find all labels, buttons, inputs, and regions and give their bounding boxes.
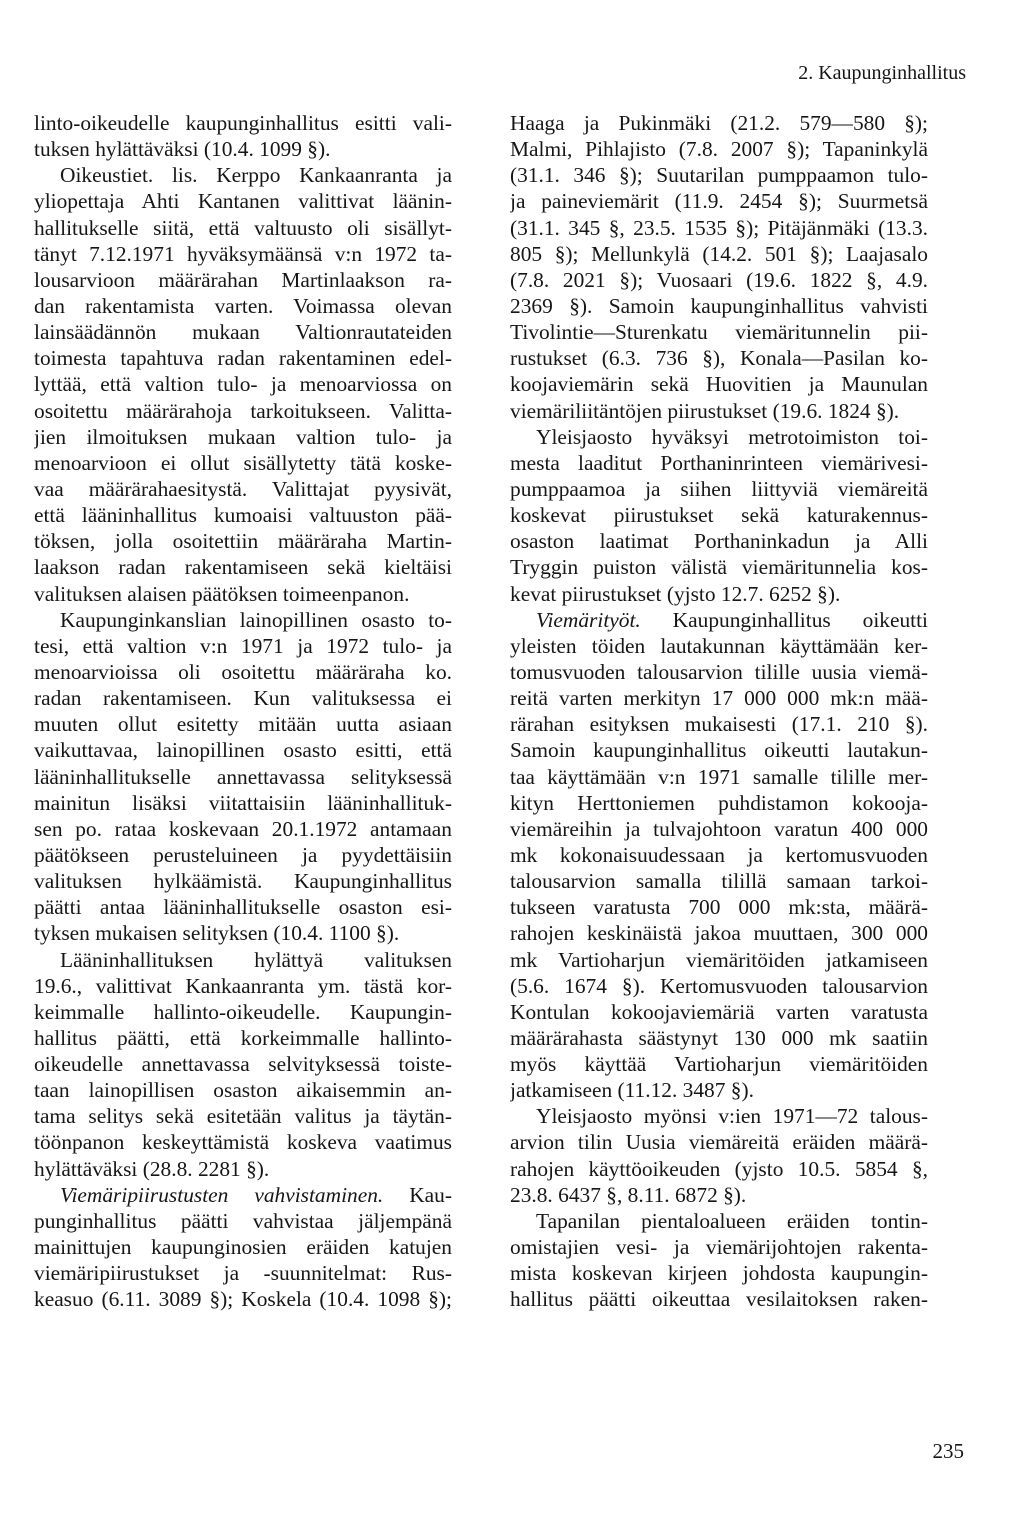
text-run: hylättäväksi (28.8. 2281 §). bbox=[34, 1156, 270, 1181]
text-run: 23.8. 6437 §, 8.11. 6872 §). bbox=[510, 1182, 747, 1207]
text-line bbox=[34, 737, 452, 763]
text-line bbox=[34, 162, 452, 188]
text-run: 805 §); Mellunkylä (14.2. 501 §); Laajasalo bbox=[510, 241, 928, 266]
text-run: mk Vartioharjun viemäritöiden jatkamiseen bbox=[510, 947, 928, 972]
text-line bbox=[34, 685, 452, 711]
text-line bbox=[34, 215, 452, 241]
text-line bbox=[34, 973, 452, 999]
text-run: tukseen varatusta 700 000 mk:sta, määrä- bbox=[510, 895, 928, 920]
text-line bbox=[510, 162, 928, 188]
text-line bbox=[34, 1182, 452, 1208]
text-line bbox=[34, 999, 452, 1025]
text-run: Haaga ja Pukinmäki (21.2. 579—580 §); bbox=[510, 111, 928, 135]
text-run: rustukset (6.3. 736 §), Konala—Pasilan ko- bbox=[510, 346, 928, 371]
text-line bbox=[510, 1103, 928, 1129]
text-run: määrärahasta säästynyt 130 000 mk saatiin bbox=[510, 1025, 928, 1050]
text-run: oikeudelle annettavassa selvityksessä toiste- bbox=[34, 1052, 452, 1077]
text-run: valituksen alaisen päätöksen toimeenpanon. bbox=[34, 581, 410, 606]
text-line bbox=[34, 607, 452, 633]
italic-heading: Viemärityöt. bbox=[536, 607, 641, 632]
text-run: arvion tilin Uusia viemäreitä eräiden määrä- bbox=[510, 1130, 928, 1155]
text-line bbox=[34, 293, 452, 319]
text-line bbox=[34, 1051, 452, 1077]
text-line bbox=[510, 1182, 928, 1208]
text-line bbox=[510, 554, 928, 580]
text-run: Lääninhallituksen hylättyä valituksen bbox=[60, 947, 452, 972]
text-run: että lääninhallitus kumoaisi valtuuston pää- bbox=[34, 503, 452, 528]
text-run: laakson radan rakentamiseen sekä kieltäisi bbox=[34, 555, 452, 580]
text-run: hallitus päätti oikeuttaa vesilaitoksen raken- bbox=[510, 1287, 928, 1312]
text-run: hallitus päätti, että korkeimmalle hallinto- bbox=[34, 1025, 452, 1050]
text-run: 19.6., valittivat Kankaanranta ym. tästä kor- bbox=[34, 973, 452, 998]
text-line bbox=[510, 1260, 928, 1286]
text-line bbox=[510, 528, 928, 554]
text-run: lyttää, että valtion tulo- ja menoarviossa on bbox=[34, 372, 452, 397]
text-run: tesi, että valtion v:n 1971 ja 1972 tulo- ja bbox=[34, 633, 452, 658]
text-line bbox=[34, 476, 452, 502]
text-line bbox=[34, 1025, 452, 1051]
text-line bbox=[34, 1077, 452, 1103]
text-line bbox=[510, 215, 928, 241]
text-line bbox=[34, 1260, 452, 1286]
text-run: töksen, jolla osoitettiin määräraha Martin- bbox=[34, 529, 452, 554]
text-line bbox=[510, 947, 928, 973]
text-run: Kontulan kokoojaviemäriä varten varatusta bbox=[510, 999, 928, 1024]
text-run: mainitun lisäksi viitattaisiin lääninhallituk- bbox=[34, 790, 452, 815]
text-line bbox=[34, 398, 452, 424]
text-run: Yleisjaosto myönsi v:ien 1971—72 talous- bbox=[536, 1104, 928, 1129]
text-run: pumppaamoa ja siihen liittyviä viemäreitä bbox=[510, 476, 928, 501]
text-line bbox=[34, 868, 452, 894]
text-run: hallitukselle siitä, että valtuusto oli sisällyt- bbox=[34, 215, 452, 240]
text-run: toimesta tapahtuva radan rakentaminen edel- bbox=[34, 346, 452, 371]
text-line bbox=[34, 424, 452, 450]
page-number: 235 bbox=[932, 1439, 964, 1463]
text-line bbox=[510, 267, 928, 293]
text-run: Kaupunginhallitus oikeutti bbox=[640, 607, 928, 632]
text-run: mainittujen kaupunginosien eräiden katujen bbox=[34, 1235, 452, 1260]
text-run: jien ilmoituksen mukaan valtion tulo- ja bbox=[34, 424, 452, 449]
text-line bbox=[510, 790, 928, 816]
text-line bbox=[34, 110, 452, 136]
text-line bbox=[510, 842, 928, 868]
text-run: mk kokonaisuudessaan ja kertomusvuoden bbox=[510, 842, 928, 867]
text-run: Yleisjaosto hyväksyi metrotoimiston toi- bbox=[536, 424, 928, 449]
text-line bbox=[34, 554, 452, 580]
text-run: jatkamiseen (11.12. 3487 §). bbox=[510, 1078, 754, 1103]
text-run: menoarvioon ei ollut sisällytetty tätä koske- bbox=[34, 450, 452, 475]
left-text-column bbox=[34, 110, 452, 1312]
text-run: muuten ollut esitetty mitään uutta asiaan bbox=[34, 712, 452, 737]
text-run: töönpanon keskeyttämistä koskeva vaatimus bbox=[34, 1130, 452, 1155]
text-line bbox=[510, 398, 928, 424]
text-line bbox=[510, 136, 928, 162]
text-line bbox=[510, 345, 928, 371]
text-run: punginhallitus päätti vahvistaa jäljempänä bbox=[34, 1208, 452, 1233]
text-run: linto-oikeudelle kaupunginhallitus esitti vali- bbox=[34, 111, 452, 135]
text-run: päätti antaa lääninhallitukselle osaston esi- bbox=[34, 895, 452, 920]
text-line bbox=[34, 371, 452, 397]
text-run: Samoin kaupunginhallitus oikeutti lautakun- bbox=[510, 738, 928, 763]
text-line bbox=[34, 1286, 452, 1312]
text-line bbox=[34, 267, 452, 293]
text-line bbox=[34, 241, 452, 267]
text-run: taa käyttämään v:n 1971 samalle tilille mer- bbox=[510, 764, 928, 789]
text-run: lääninhallitukselle annettavassa selityksessä bbox=[34, 764, 452, 789]
text-run: tama selitys sekä esitetään valitus ja täytän- bbox=[34, 1104, 452, 1129]
text-run: sen po. rataa koskevaan 20.1.1972 antamaan bbox=[34, 816, 452, 841]
text-run: (31.1. 345 §, 23.5. 1535 §); Pitäjänmäki (13.3. bbox=[510, 215, 928, 240]
text-run: vaikuttavaa, lainopillinen osasto esitti, että bbox=[34, 738, 452, 763]
text-run: menoarvioissa oli osoitettu määräraha ko. bbox=[34, 659, 452, 684]
text-line bbox=[34, 633, 452, 659]
text-run: kevat piirustukset (yjsto 12.7. 6252 §). bbox=[510, 581, 841, 606]
text-run: vaa määrärahaesitystä. Valittajat pyysivät, bbox=[34, 476, 452, 501]
text-line bbox=[34, 842, 452, 868]
text-line bbox=[34, 136, 452, 162]
text-run: omistajien vesi- ja viemärijohtojen rakenta- bbox=[510, 1235, 928, 1260]
text-run: viemäreihin ja tulvajohtoon varatun 400 000 bbox=[510, 816, 928, 841]
text-line bbox=[510, 1156, 928, 1182]
text-run: 2369 §). Samoin kaupunginhallitus vahvisti bbox=[510, 293, 928, 318]
text-run: yliopettaja Ahti Kantanen valittivat läänin- bbox=[34, 189, 452, 214]
text-line bbox=[34, 1129, 452, 1155]
text-run: osaston laatimat Porthaninkadun ja Alli bbox=[510, 529, 928, 554]
text-line bbox=[510, 868, 928, 894]
text-line bbox=[510, 1077, 928, 1103]
text-line bbox=[34, 502, 452, 528]
text-line bbox=[34, 659, 452, 685]
text-line bbox=[34, 581, 452, 607]
text-run: mista koskevan kirjeen johdosta kaupungin- bbox=[510, 1261, 928, 1286]
running-header: 2. Kaupunginhallitus bbox=[798, 62, 966, 84]
right-text-column bbox=[510, 110, 928, 1312]
text-run: taan lainopillisen osaston aikaisemmin an- bbox=[34, 1078, 452, 1103]
text-run: Tryggin puiston välistä viemäritunnelia kos- bbox=[510, 555, 928, 580]
text-line bbox=[510, 1286, 928, 1312]
text-run: yleisten töiden lautakunnan käyttämään ker- bbox=[510, 633, 928, 658]
text-line bbox=[34, 1156, 452, 1182]
text-line bbox=[34, 947, 452, 973]
text-line bbox=[510, 607, 928, 633]
text-line bbox=[510, 371, 928, 397]
text-line bbox=[510, 816, 928, 842]
text-run: rahojen keskinäistä jakoa muuttaen, 300 000 bbox=[510, 921, 928, 946]
text-line bbox=[510, 999, 928, 1025]
text-run: Tapanilan pientaloalueen eräiden tontin- bbox=[536, 1208, 928, 1233]
text-line bbox=[34, 345, 452, 371]
text-run: (5.6. 1674 §). Kertomusvuoden talousarvion bbox=[510, 973, 928, 998]
text-line bbox=[510, 685, 928, 711]
text-run: Kau- bbox=[383, 1182, 452, 1207]
text-run: Malmi, Pihlajisto (7.8. 2007 §); Tapaninkylä bbox=[510, 137, 928, 162]
text-line bbox=[510, 424, 928, 450]
text-line bbox=[510, 1234, 928, 1260]
text-line bbox=[510, 110, 928, 136]
text-line bbox=[510, 711, 928, 737]
text-run: koojaviemärin sekä Huovitien ja Maunulan bbox=[510, 372, 928, 397]
text-run: ja paineviemärit (11.9. 2454 §); Suurmetsä bbox=[510, 189, 928, 214]
text-run: koskevat piirustukset sekä katurakennus- bbox=[510, 503, 928, 528]
text-line bbox=[510, 1051, 928, 1077]
text-run: Tivolintie—Sturenkatu viemäritunnelin pii- bbox=[510, 320, 928, 345]
text-run: päätökseen perusteluineen ja pyydettäisiin bbox=[34, 842, 452, 867]
text-line bbox=[510, 973, 928, 999]
text-run: tyksen mukaisen selityksen (10.4. 1100 §). bbox=[34, 921, 400, 946]
text-run: tuksen hylättäväksi (10.4. 1099 §). bbox=[34, 137, 331, 162]
text-line bbox=[510, 502, 928, 528]
text-line bbox=[510, 1025, 928, 1051]
text-line bbox=[510, 241, 928, 267]
text-line bbox=[510, 920, 928, 946]
text-line bbox=[510, 1208, 928, 1234]
text-line bbox=[510, 188, 928, 214]
text-line bbox=[34, 920, 452, 946]
text-line bbox=[34, 450, 452, 476]
text-line bbox=[34, 319, 452, 345]
text-line bbox=[510, 737, 928, 763]
text-run: viemäriliitäntöjen piirustukset (19.6. 1824 §). bbox=[510, 398, 900, 423]
text-run: (31.1. 346 §); Suutarilan pumppaamon tulo- bbox=[510, 163, 928, 188]
text-run: rärahan esityksen mukaisesti (17.1. 210 §). bbox=[510, 712, 928, 737]
text-run: Kaupunginkanslian lainopillinen osasto to- bbox=[60, 607, 452, 632]
text-run: osoitettu määrärahoja tarkoitukseen. Valitta- bbox=[34, 398, 452, 423]
text-line bbox=[34, 894, 452, 920]
text-run: reitä varten merkityn 17 000 000 mk:n mää- bbox=[510, 686, 928, 711]
italic-heading: Viemäripiirustusten vahvistaminen. bbox=[60, 1182, 384, 1207]
text-run: mesta laaditut Porthaninrinteen viemärivesi- bbox=[510, 450, 928, 475]
text-line bbox=[34, 790, 452, 816]
text-line bbox=[510, 633, 928, 659]
text-run: kityn Herttoniemen puhdistamon kokooja- bbox=[510, 790, 928, 815]
text-run: viemäripiirustukset ja -suunnitelmat: Rus- bbox=[34, 1261, 452, 1286]
text-line bbox=[34, 188, 452, 214]
text-run: tomusvuoden talousarvion tilille uusia viemä- bbox=[510, 659, 928, 684]
text-run: myös käyttää Vartioharjun viemäritöiden bbox=[510, 1052, 928, 1077]
text-line bbox=[510, 764, 928, 790]
text-run: radan rakentamiseen. Kun valituksessa ei bbox=[34, 686, 452, 711]
text-line bbox=[34, 1208, 452, 1234]
text-line bbox=[34, 711, 452, 737]
text-line bbox=[34, 764, 452, 790]
text-line bbox=[510, 319, 928, 345]
text-line bbox=[34, 1103, 452, 1129]
text-line bbox=[34, 528, 452, 554]
text-run: talousarvion samalla tilillä samaan tarkoi- bbox=[510, 869, 928, 894]
text-line bbox=[34, 1234, 452, 1260]
text-run: (7.8. 2021 §); Vuosaari (19.6. 1822 §, 4.9. bbox=[510, 267, 928, 292]
text-line bbox=[510, 659, 928, 685]
text-run: tänyt 7.12.1971 hyväksymäänsä v:n 1972 ta- bbox=[34, 241, 452, 266]
text-line bbox=[510, 450, 928, 476]
text-run: valituksen hylkäämistä. Kaupunginhallitus bbox=[34, 869, 452, 894]
text-run: lainsäädännön mukaan Valtionrautateiden bbox=[34, 320, 452, 345]
text-line bbox=[510, 894, 928, 920]
text-run: Oikeustiet. lis. Kerppo Kankaanranta ja bbox=[60, 163, 452, 188]
text-line bbox=[510, 1129, 928, 1155]
text-run: dan rakentamista varten. Voimassa olevan bbox=[34, 293, 452, 318]
text-line bbox=[34, 816, 452, 842]
text-line bbox=[510, 476, 928, 502]
text-line bbox=[510, 581, 928, 607]
text-run: rahojen käyttöoikeuden (yjsto 10.5. 5854 §, bbox=[510, 1156, 928, 1181]
text-run: keasuo (6.11. 3089 §); Koskela (10.4. 1098 §); bbox=[34, 1287, 452, 1312]
text-run: keimmalle hallinto-oikeudelle. Kaupungin- bbox=[34, 999, 452, 1024]
text-run: lousarvioon määrärahan Martinlaakson ra- bbox=[34, 267, 452, 292]
text-line bbox=[510, 293, 928, 319]
